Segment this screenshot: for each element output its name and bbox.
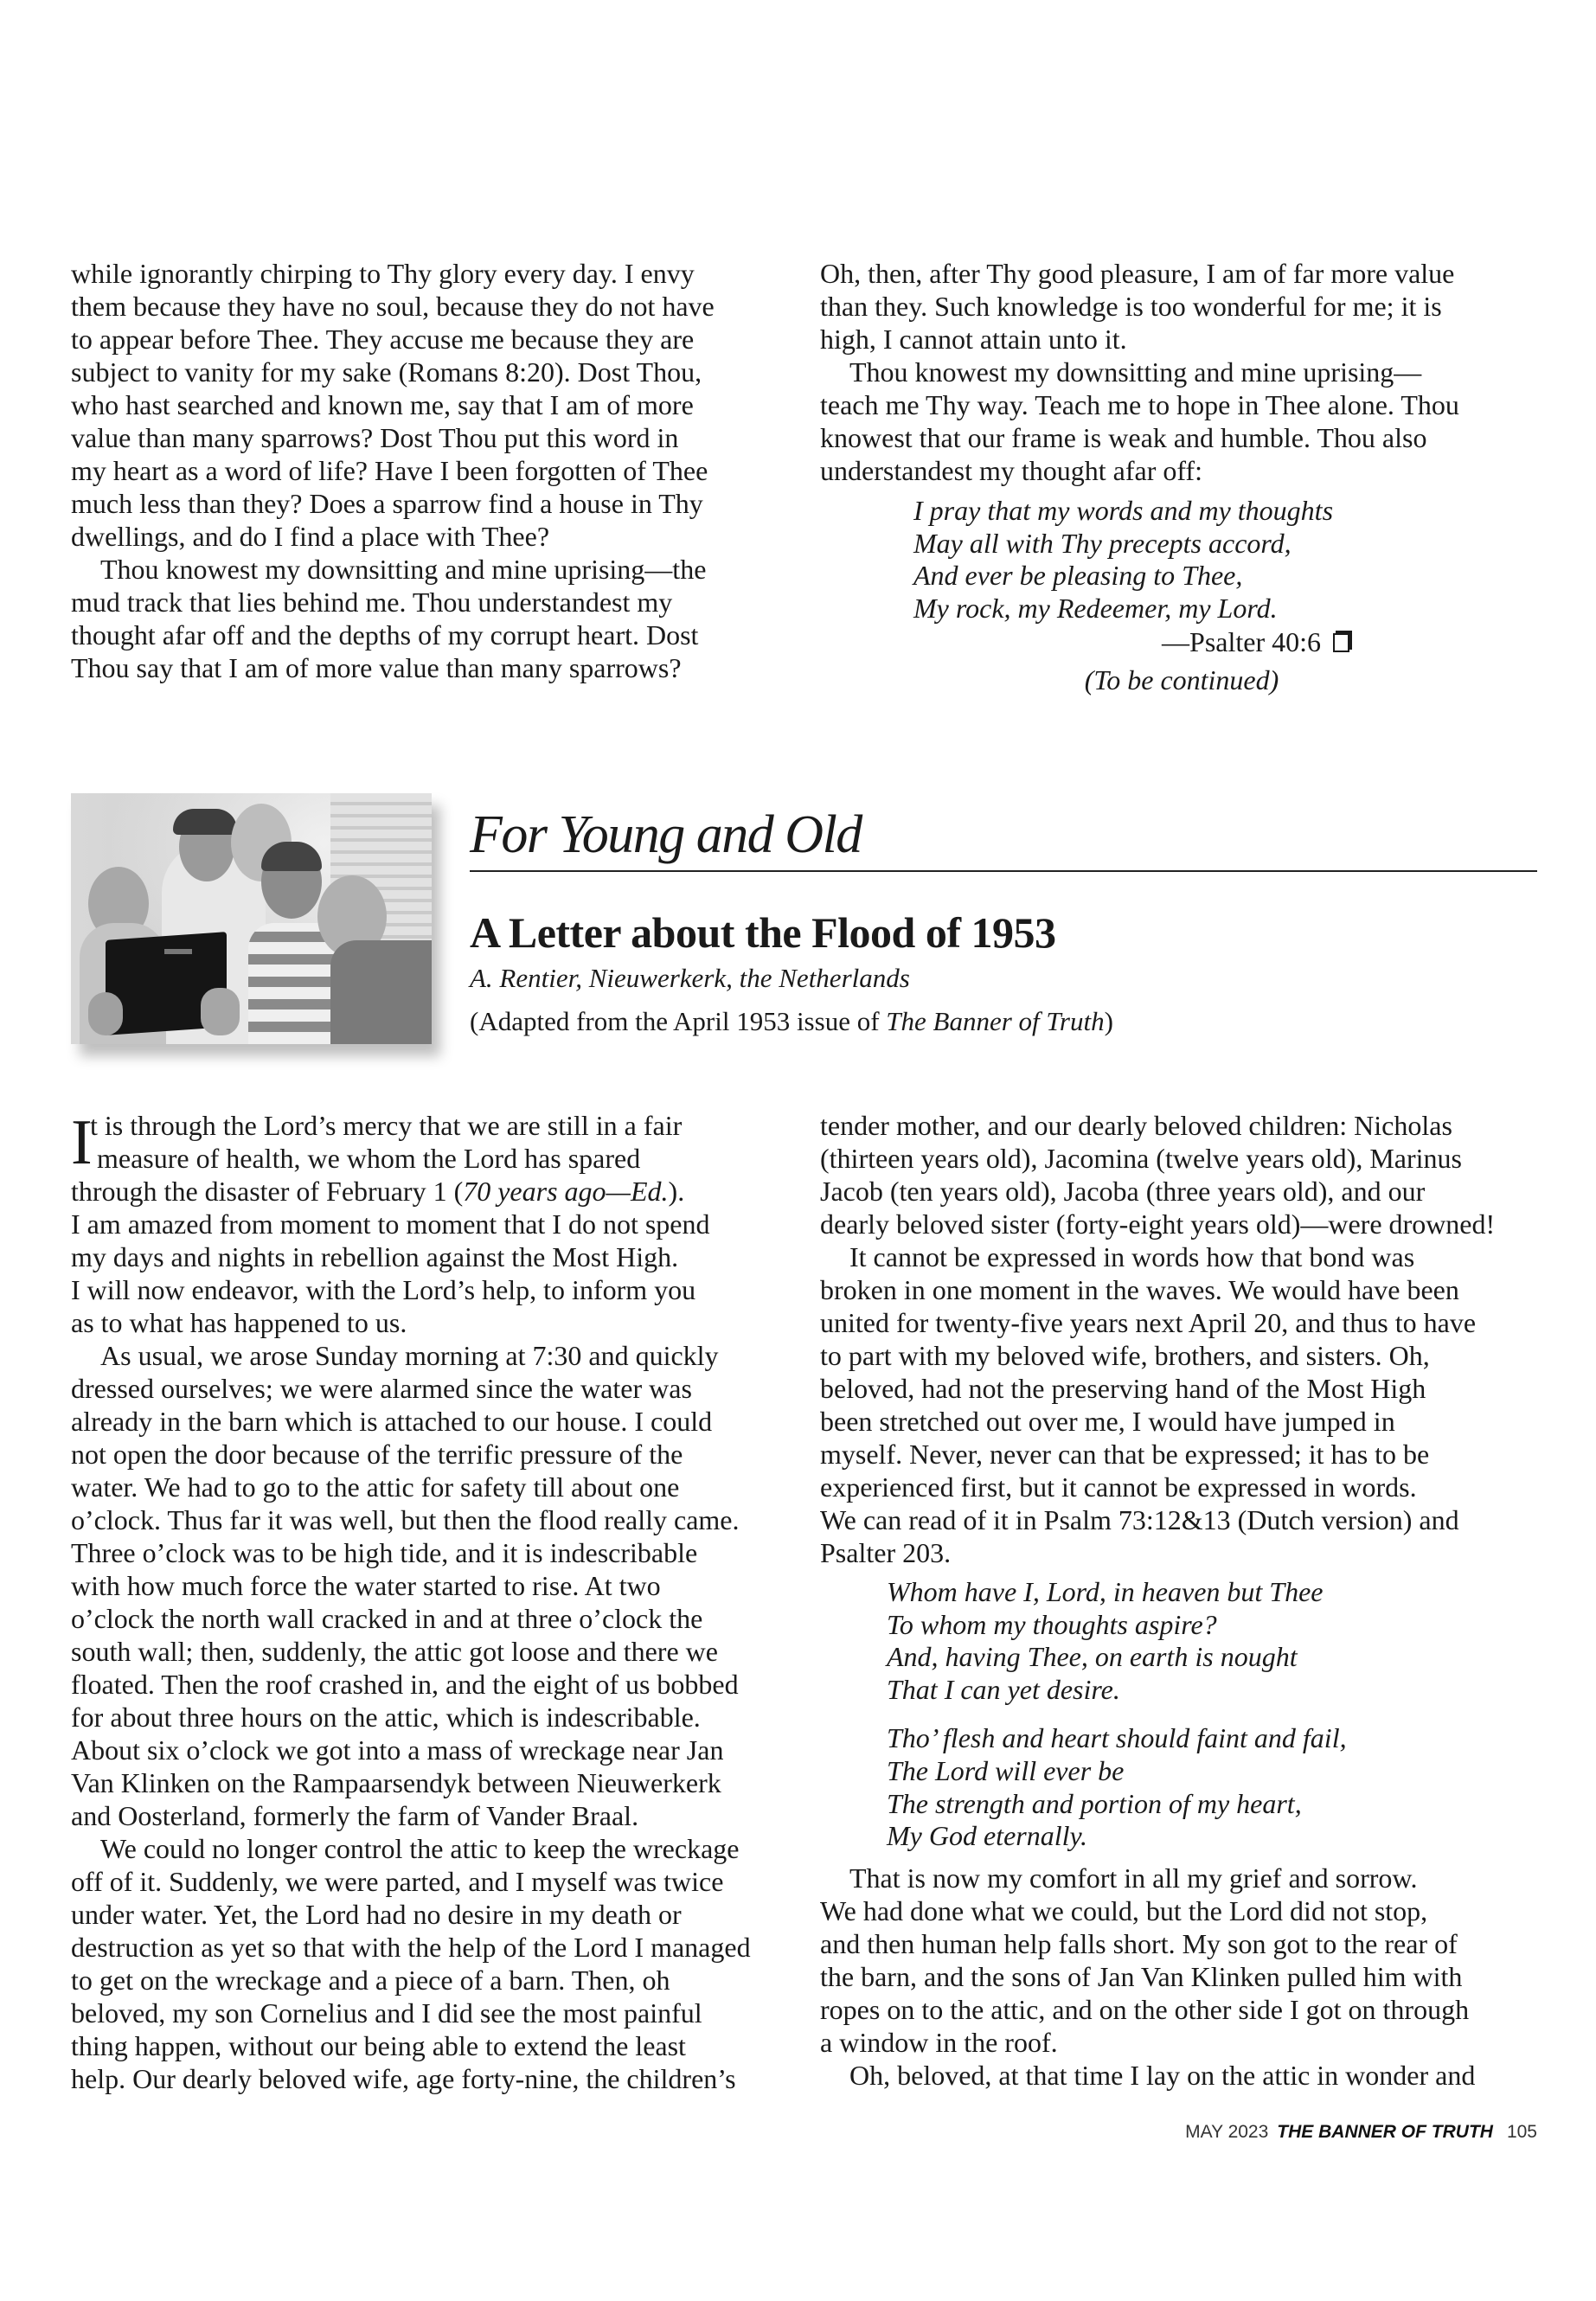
text-line: Oh, beloved, at that time I lay on the attic in wonder and (849, 2059, 1476, 2091)
paragraph (71, 257, 798, 553)
text-line: them because they have no soul, because they do not have (71, 291, 715, 322)
text-line: Thou knowest my downsitting and mine uprising— (849, 356, 1422, 388)
text-line: That is now my comfort in all my grief and sorrow. (849, 1862, 1418, 1894)
text-line: The Lord will ever be (887, 1754, 1125, 1786)
page-number: 105 (1506, 2122, 1537, 2142)
article-title: A Letter about the Flood of 1953 (470, 908, 1056, 957)
text-line: Van Klinken on the Rampaarsendyk between Nieuwerkerk (71, 1767, 721, 1798)
text-line: my heart as a word of life? Have I been forgotten of Thee (71, 455, 708, 486)
text-line: Jacob (ten years old), Jacoba (three years old), and our (820, 1176, 1426, 1207)
text-line: ropes on to the attic, and on the other side I got on through (820, 1993, 1470, 2025)
paragraph (820, 356, 1547, 487)
text-line: off of it. Suddenly, we were parted, and I myself was twice (71, 1866, 724, 1897)
text-line: while ignorantly chirping to Thy glory every day. I envy (71, 258, 695, 289)
text-line: already in the barn which is attached to our house. I could (71, 1406, 713, 1437)
text-line: To whom my thoughts aspire? (887, 1608, 1217, 1640)
poem-stanza (820, 495, 1547, 625)
text-line: mud track that lies behind me. Thou understandest my (71, 586, 673, 618)
text-line: to get on the wreckage and a piece of a barn. Then, oh (71, 1965, 670, 1996)
section-title: For Young and Old (470, 805, 862, 864)
text-line: experienced first, but it cannot be expressed in words. (820, 1471, 1417, 1503)
text-line: About six o’clock we got into a mass of wreckage near Jan (71, 1734, 724, 1766)
text-line: been stretched out over me, I would have jumped in (820, 1406, 1395, 1437)
text-line: dwellings, and do I find a place with Thee? (71, 521, 550, 552)
paragraph (820, 2059, 1547, 2092)
poem-attribution (820, 625, 1547, 658)
text-line: We could no longer control the attic to keep the wreckage (100, 1833, 740, 1864)
text-line: united for twenty-five years next April 20, and thus to have (820, 1307, 1477, 1338)
text-line: (thirteen years old), Jacomina (twelve years old), Marinus (820, 1143, 1462, 1174)
text-line: not open the door because of the terrific pressure of the (71, 1439, 683, 1470)
intro-text: ). (668, 1176, 685, 1207)
text-line: We can read of it in Psalm 73:12&13 (Dutch version) and (820, 1504, 1459, 1535)
text-line: knowest that our frame is weak and humble. Thou also (820, 422, 1427, 453)
text-line: My God eternally. (887, 1820, 1087, 1852)
text-line: As usual, we arose Sunday morning at 7:30 and quickly (100, 1340, 719, 1371)
text-line: beloved, my son Cornelius and I did see the most painful (71, 1997, 702, 2029)
text-line: beloved, had not the preserving hand of the Most High (820, 1373, 1426, 1404)
intro-rest (71, 1208, 798, 1339)
attribution-text: —Psalter 40:6 (1162, 626, 1321, 658)
paragraph (820, 257, 1547, 356)
text-line: high, I cannot attain unto it. (820, 324, 1127, 355)
text-line: value than many sparrows? Dost Thou put this word in (71, 422, 679, 453)
text-line: floated. Then the roof crashed in, and the eight of us bobbed (71, 1669, 739, 1700)
source-publication: The Banner of Truth (886, 1006, 1105, 1036)
text-line: We had done what we could, but the Lord did not stop, (820, 1894, 1428, 1926)
text-line: subject to vanity for my sake (Romans 8:20). Dost Thou, (71, 356, 702, 388)
drop-cap: I (71, 1107, 93, 1178)
paragraph (820, 1240, 1547, 1569)
text-line: thought afar off and the depths of my corrupt heart. Dost (71, 619, 699, 651)
text-line: south wall; then, suddenly, the attic got loose and there we (71, 1636, 718, 1667)
text-line: to appear before Thee. They accuse me because they are (71, 324, 695, 355)
text-line: Thou say that I am of more value than many sparrows? (71, 652, 682, 683)
paragraph (820, 1862, 1547, 2059)
text-line: under water. Yet, the Lord had no desire in my death or (71, 1899, 682, 1930)
text-line: The strength and portion of my heart, (887, 1787, 1302, 1819)
text-line: It cannot be expressed in words how that bond was (849, 1241, 1415, 1272)
source-note-prefix: (Adapted from the April 1953 issue of (470, 1006, 887, 1036)
intro-line (71, 1175, 798, 1208)
section-rule (470, 870, 1537, 872)
article-source-note (470, 1006, 1113, 1037)
text-line: understandest my thought afar off: (820, 455, 1202, 486)
issue-date: MAY 2023 (1185, 2122, 1269, 2142)
text-line: Three o’clock was to be high tide, and it is indescribable (71, 1537, 698, 1568)
paragraph (820, 1109, 1547, 1240)
continued-text-right-column (820, 257, 1547, 696)
paragraph (71, 1832, 798, 2095)
text-line: Tho’ flesh and heart should faint and fail, (887, 1722, 1347, 1754)
text-line: May all with Thy precepts accord, (913, 527, 1292, 559)
to-be-continued: (To be continued) (1084, 664, 1279, 696)
magazine-name: THE BANNER OF TRUTH (1277, 2122, 1493, 2142)
text-line: I am amazed from moment to moment that I do not spend (71, 1208, 710, 1240)
text-line: tender mother, and our dearly beloved children: Nicholas (820, 1110, 1452, 1141)
intro-line: measure of health, we whom the Lord has spared (97, 1143, 641, 1174)
text-line: destruction as yet so that with the help of the Lord I managed (71, 1932, 751, 1963)
text-line: o’clock. Thus far it was well, but then the flood really came. (71, 1504, 740, 1535)
text-line: a window in the roof. (820, 2026, 1058, 2058)
text-line: with how much force the water started to rise. At two (71, 1570, 661, 1601)
text-line: thing happen, without our being able to extend the least (71, 2030, 686, 2061)
text-line: the barn, and the sons of Jan Van Klinken pulled him with (820, 1960, 1463, 1992)
family-reading-bible-photo (71, 793, 432, 1044)
paragraph (71, 1339, 798, 1832)
text-line: o’clock the north wall cracked in and at three o’clock the (71, 1603, 703, 1634)
article-left-column (71, 1109, 798, 2095)
text-line: dearly beloved sister (forty-eight years old)—were drowned! (820, 1208, 1496, 1240)
intro-line-text: t is through the Lord’s mercy that we are still in a fair (90, 1110, 683, 1141)
text-line: Thou knowest my downsitting and mine uprising—the (100, 554, 707, 585)
text-line: And ever be pleasing to Thee, (913, 560, 1243, 592)
text-line: who hast searched and known me, say that I am of more (71, 389, 694, 420)
text-line: and then human help falls short. My son got to the rear of (820, 1927, 1458, 1959)
editor-note: 70 years ago—Ed. (463, 1176, 669, 1207)
text-line: water. We had to go to the attic for safety till about one (71, 1471, 680, 1503)
text-line: My rock, my Redeemer, my Lord. (913, 592, 1278, 624)
text-line: I will now endeavor, with the Lord’s help, to inform you (71, 1274, 696, 1305)
text-line: And, having Thee, on earth is nought (887, 1641, 1298, 1673)
article-right-column (820, 1109, 1547, 2092)
intro-text: through the disaster of February 1 ( (71, 1176, 464, 1207)
source-note-suffix: ) (1104, 1006, 1113, 1036)
text-line: Oh, then, after Thy good pleasure, I am of far more value (820, 258, 1455, 289)
paragraph (71, 553, 798, 684)
poem-stanza (820, 1722, 1547, 1852)
text-line: Whom have I, Lord, in heaven but Thee (887, 1576, 1324, 1607)
text-line: That I can yet desire. (887, 1673, 1120, 1705)
text-line: as to what has happened to us. (71, 1307, 407, 1338)
left-body-blocks (71, 1339, 798, 2095)
text-line: myself. Never, never can that be expressed; it has to be (820, 1439, 1430, 1470)
text-line: help. Our dearly beloved wife, age forty-nine, the children’s (71, 2063, 736, 2094)
text-line: dressed ourselves; we were alarmed since the water was (71, 1373, 692, 1404)
page-footer (1185, 2122, 1537, 2143)
text-line: to part with my beloved wife, brothers, and sisters. Oh, (820, 1340, 1430, 1371)
text-line: my days and nights in rebellion against the Most High. (71, 1241, 679, 1272)
text-line: than they. Such knowledge is too wonderful for me; it is (820, 291, 1442, 322)
continued-text-blocks (820, 257, 1547, 625)
text-line: for about three hours on the attic, which is indescribable. (71, 1702, 701, 1733)
text-line: much less than they? Does a sparrow find a house in Thy (71, 488, 703, 519)
continued-text-left-column (71, 257, 798, 684)
text-line: and Oosterland, formerly the farm of Vander Braal. (71, 1800, 639, 1831)
text-line: teach me Thy way. Teach me to hope in Thee alone. Thou (820, 389, 1459, 420)
poem-stanza (820, 1576, 1547, 1706)
text-line: broken in one moment in the waves. We would have been (820, 1274, 1459, 1305)
end-mark-icon (1333, 633, 1349, 652)
text-line: Psalter 203. (820, 1537, 952, 1568)
article-author: A. Rentier, Nieuwerkerk, the Netherlands (470, 963, 910, 993)
text-line: I pray that my words and my thoughts (913, 495, 1334, 526)
